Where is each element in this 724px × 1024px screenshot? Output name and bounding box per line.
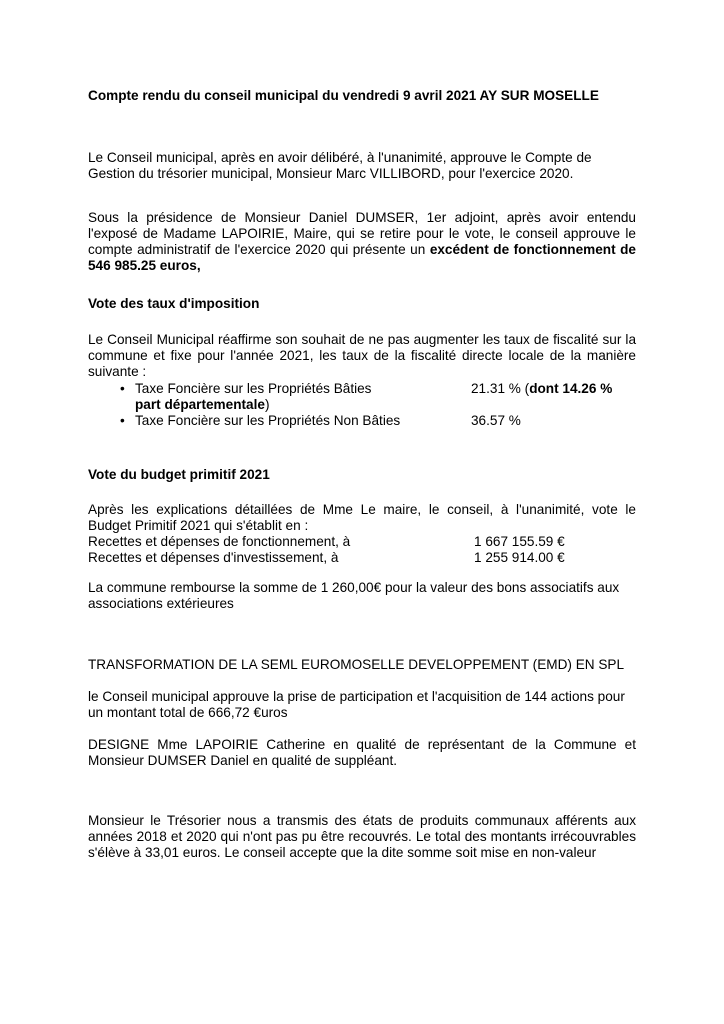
budget-row-amount: 1 667 155.59 € [474, 534, 565, 549]
tax-rate-item-continuation [88, 397, 636, 413]
budget-row [88, 550, 636, 566]
compte-administratif-text: Sous la présidence de Monsieur Daniel DUMSER, 1er adjoint, après avoir entendu l'exposé de Madame LAPOIRIE, Maire, qui se retire pour le vote, le conseil approuve le compte administratif de l'exercice 2020 qui présente un [88, 210, 636, 257]
tax-rate-item [88, 381, 636, 397]
tax-value [471, 381, 612, 397]
tax-note [135, 397, 269, 413]
budget-block [88, 502, 636, 566]
budget-row-label: Recettes et dépenses de fonctionnement, à [88, 534, 351, 549]
budget-intro-line: Budget Primitif 2021 qui s'établit en : [88, 518, 309, 533]
tax-value: 36.57 % [471, 413, 521, 428]
tax-note-paren: ) [264, 397, 270, 412]
budget-row-label: Recettes et dépenses d'investissement, à [88, 550, 339, 565]
paragraph-emd-designation: DESIGNE Mme LAPOIRIE Catherine en qualité de représentant de la Commune et Monsieur DUMSER Daniel en qualité de suppléant. [88, 737, 636, 768]
paragraph-tresorier: Monsieur le Trésorier nous a transmis des états de produits communaux afférents aux années 2018 et 2020 qui n'ont pas pu être recouvrés. Le total des montants irrécouvrables s'élève à 33,01 euros. Le conseil accepte que la dite somme soit mise en non-valeur [88, 813, 636, 860]
paragraph-compte-administratif [88, 210, 636, 274]
section-heading-budget: Vote du budget primitif 2021 [88, 467, 270, 482]
paragraph-taux-intro: Le Conseil Municipal réaffirme son souhait de ne pas augmenter les taux de fiscalité sur la commune et fixe pour l'année 2021, les taux de la fiscalité directe locale de la manière suivante : [88, 332, 636, 379]
tax-label: Taxe Foncière sur les Propriétés Non Bâties [135, 413, 401, 428]
tax-rate-list [88, 381, 636, 429]
section-heading-emd: TRANSFORMATION DE LA SEML EUROMOSELLE DEVELOPPEMENT (EMD) EN SPL [88, 657, 625, 672]
paragraph-emd-participation: le Conseil municipal approuve la prise de participation et l'acquisition de 144 actions pour un montant total de 666,72 €uros [88, 689, 625, 720]
tax-label: Taxe Foncière sur les Propriétés Bâties [135, 381, 372, 396]
bullet-icon: • [120, 381, 125, 396]
budget-intro-line: Après les explications détaillées de Mme Le maire, le conseil, à l'unanimité, vote le [88, 502, 636, 517]
tax-rate-item [88, 413, 636, 429]
section-heading-taux: Vote des taux d'imposition [88, 296, 260, 311]
document-title: Compte rendu du conseil municipal du vendredi 9 avril 2021 AY SUR MOSELLE [88, 88, 599, 103]
excedent-highlight: excédent de fonctionnement de 546 985.25 euros, [88, 242, 636, 273]
budget-row [88, 534, 636, 550]
paragraph-bons-associatifs: La commune rembourse la somme de 1 260,00€ pour la valeur des bons associatifs aux associations extérieures [88, 580, 620, 611]
tax-rate: 21.31 % ( [471, 381, 530, 396]
tax-rate-departemental: dont 14.26 % [529, 381, 613, 396]
paragraph-compte-gestion: Le Conseil municipal, après en avoir délibéré, à l'unanimité, approuve le Compte de Gestion du trésorier municipal, Monsieur Marc VILLIBORD, pour l'exercice 2020. [88, 150, 592, 181]
tax-note-text: part départementale [135, 397, 265, 412]
bullet-icon: • [120, 413, 125, 428]
budget-row-amount: 1 255 914.00 € [474, 550, 565, 565]
